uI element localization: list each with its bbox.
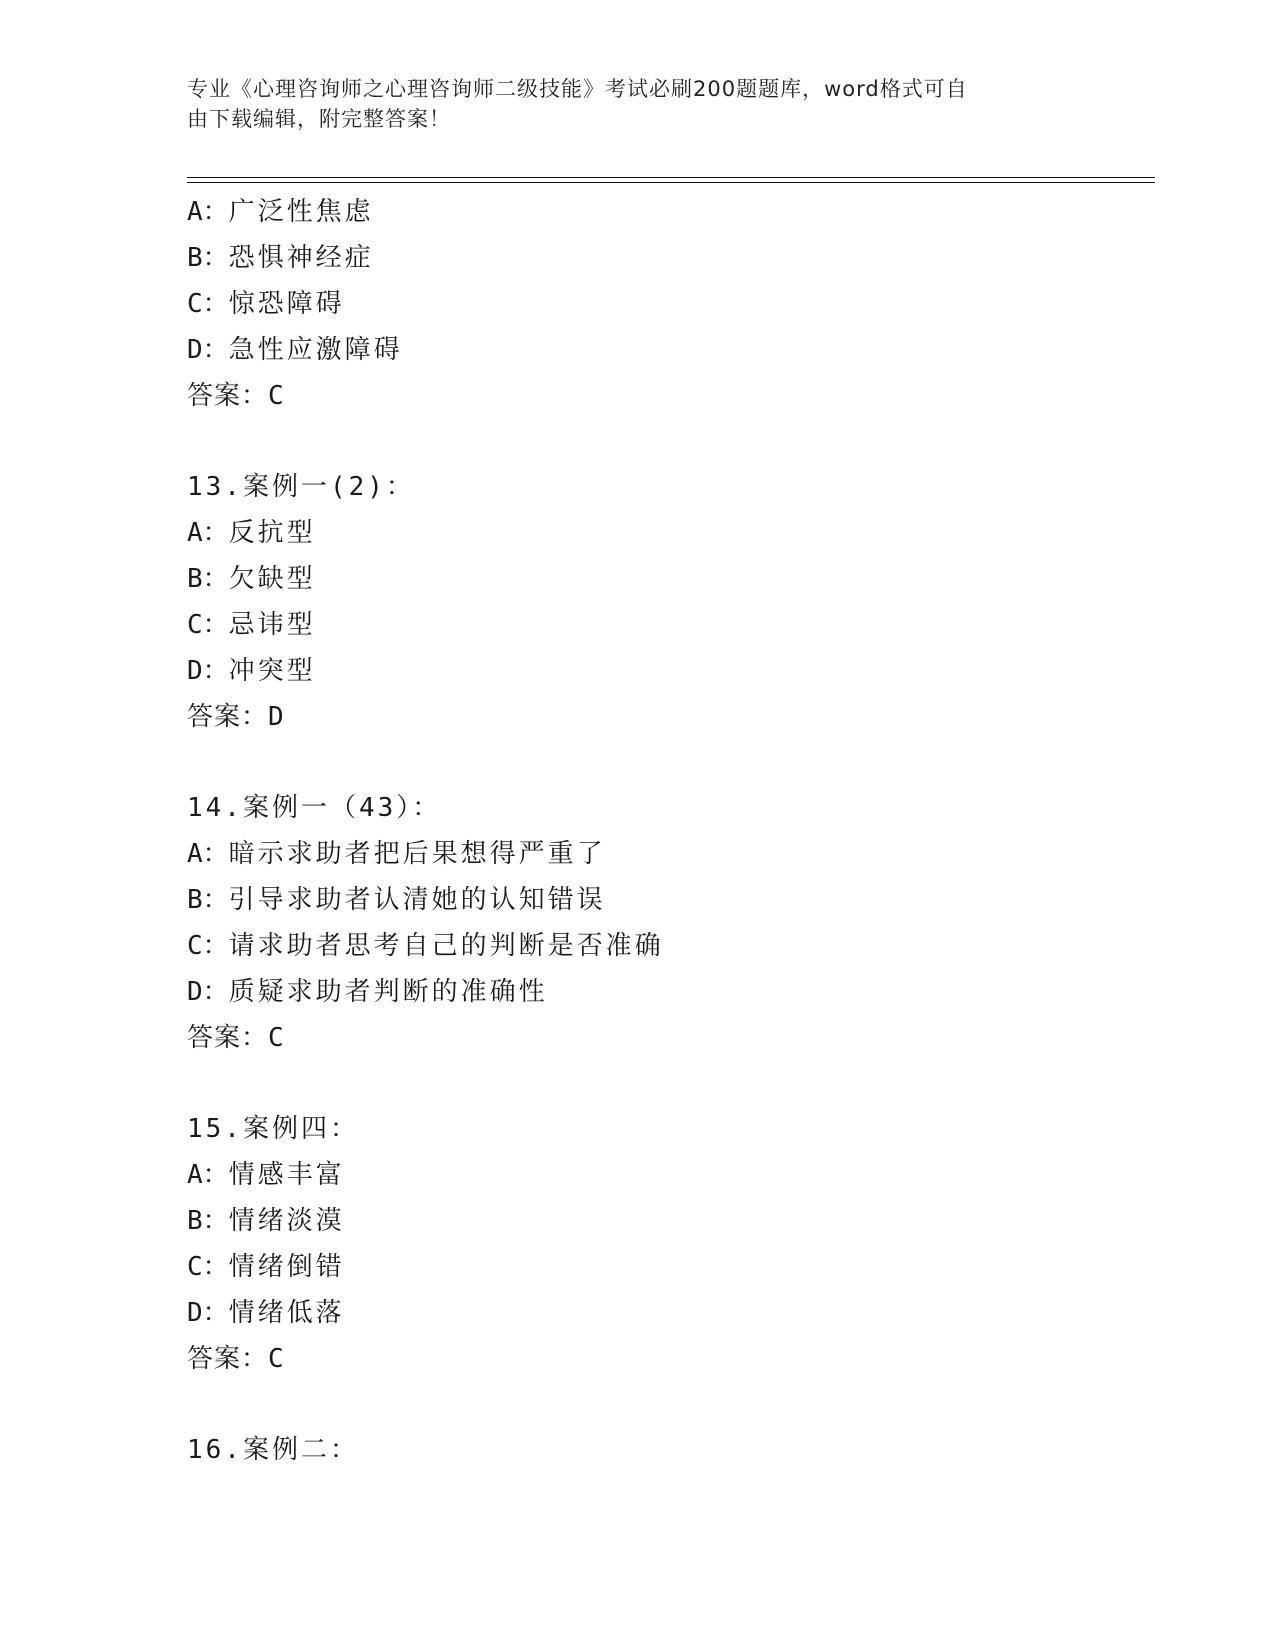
- option-c: C：请求助者思考自己的判断是否准确: [187, 931, 664, 961]
- question-title: 15.案例四：: [187, 1114, 359, 1144]
- question-title: 16.案例二：: [187, 1435, 359, 1465]
- header-line-2: 由下载编辑，附完整答案！: [187, 107, 451, 131]
- option-b: B：情绪淡漠: [187, 1206, 345, 1236]
- header-divider-bottom: [187, 182, 1155, 183]
- answer-line: 答案：D: [187, 702, 285, 732]
- option-d: D：急性应激障碍: [187, 335, 403, 365]
- question-title: 13.案例一(2)：: [187, 472, 415, 502]
- option-d: D：冲突型: [187, 656, 316, 686]
- option-a: A：反抗型: [187, 518, 316, 548]
- header-line-1: 专业《心理咨询师之心理咨询师二级技能》考试必刷200题题库，word格式可自: [187, 77, 968, 101]
- question-list: [187, 189, 1147, 1473]
- header-divider-top: [187, 177, 1155, 178]
- option-a: A：暗示求助者把后果想得严重了: [187, 839, 606, 869]
- question-title: 14.案例一（43）：: [187, 793, 442, 823]
- question-block: [187, 189, 1147, 419]
- answer-line: 答案：C: [187, 1344, 285, 1374]
- option-c: C：忌讳型: [187, 610, 316, 640]
- question-block: [187, 1427, 1147, 1473]
- option-a: A：情感丰富: [187, 1160, 345, 1190]
- option-a: A：广泛性焦虑: [187, 197, 374, 227]
- option-b: B：引导求助者认清她的认知错误: [187, 885, 606, 915]
- option-c: C：惊恐障碍: [187, 289, 345, 319]
- option-b: B：恐惧神经症: [187, 243, 374, 273]
- answer-line: 答案：C: [187, 1023, 285, 1053]
- option-b: B：欠缺型: [187, 564, 316, 594]
- option-d: D：情绪低落: [187, 1298, 345, 1328]
- question-block: [187, 1106, 1147, 1382]
- question-block: [187, 785, 1147, 1061]
- document-header: [187, 74, 1067, 134]
- option-d: D：质疑求助者判断的准确性: [187, 977, 548, 1007]
- question-block: [187, 464, 1147, 740]
- answer-line: 答案：C: [187, 381, 285, 411]
- option-c: C：情绪倒错: [187, 1252, 345, 1282]
